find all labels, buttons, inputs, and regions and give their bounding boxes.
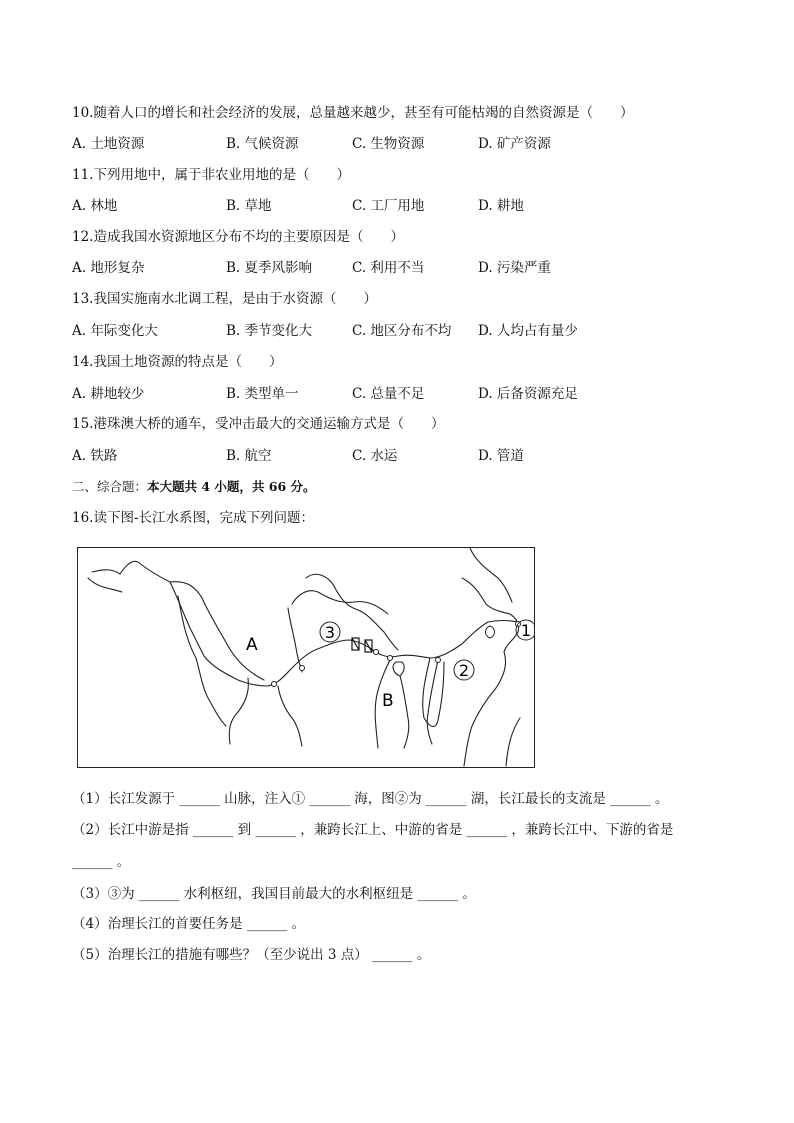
question-10-stem: 10.随着人口的增长和社会经济的发展，总量越来越少，甚至有可能枯竭的自然资源是（ ） <box>72 105 634 121</box>
q12-option-b: B. 夏季风影响 <box>226 260 313 276</box>
city-point-wuhan <box>388 656 393 661</box>
q15-option-d: D. 管道 <box>478 448 524 464</box>
city-point-yibin <box>272 682 277 687</box>
q11-option-c: C. 工厂用地 <box>352 198 425 214</box>
question-13-stem: 13.我国实施南水北调工程，是由于水资源（ ） <box>72 291 377 307</box>
q14-option-d: D. 后备资源充足 <box>478 386 578 402</box>
dongting-lake <box>393 662 404 676</box>
q10-option-b: B. 气候资源 <box>226 136 299 152</box>
map-label-2: 2 <box>458 661 470 680</box>
subquestion-1: （1）长江发源于 ______ 山脉，注入① ______ 海，图②为 ______ 湖，长江最长的支流是 ______ 。 <box>72 791 669 807</box>
tributary-yuan <box>400 676 409 748</box>
q10-option-c: C. 生物资源 <box>352 136 425 152</box>
q14-option-c: C. 总量不足 <box>352 386 425 402</box>
q12-option-c: C. 利用不当 <box>352 260 425 276</box>
q10-option-a: A. 土地资源 <box>72 136 145 152</box>
tributary-gan <box>427 660 438 744</box>
q12-option-a: A. 地形复杂 <box>72 260 145 276</box>
east-coast <box>462 578 519 766</box>
q11-option-a: A. 林地 <box>72 198 118 214</box>
tributary-min <box>229 678 248 744</box>
question-14-stem: 14.我国土地资源的特点是（ ） <box>72 354 283 370</box>
yellow-river-piece <box>88 578 122 592</box>
question-12-stem: 12.造成我国水资源地区分布不均的主要原因是（ ） <box>72 229 404 245</box>
q12-option-d: D. 污染严重 <box>478 260 551 276</box>
chongming-island <box>486 626 495 638</box>
subquestion-2-cont: ______ 。 <box>72 854 131 870</box>
q11-option-b: B. 草地 <box>226 198 272 214</box>
q15-option-c: C. 水运 <box>352 448 398 464</box>
map-label-b: B <box>382 691 394 711</box>
subquestion-2: （2）长江中游是指 ______ 到 ______ ，兼跨长江上、中游的省是 ______ ，兼跨长江中、下游的省是 <box>72 822 674 838</box>
q13-option-c: C. 地区分布不均 <box>352 323 452 339</box>
section-2-prefix: 二、综合题： <box>72 479 148 494</box>
question-15-stem: 15.港珠澳大桥的通车，受冲击最大的交通运输方式是（ ） <box>72 416 445 432</box>
question-11-stem: 11.下列用地中，属于非农业用地的是（ ） <box>72 167 350 183</box>
city-point-chongqing <box>300 666 305 671</box>
q15-option-b: B. 航空 <box>226 448 272 464</box>
tributary-jinsha <box>170 582 264 680</box>
huai-river <box>470 548 512 602</box>
tributary-jialing <box>288 608 302 672</box>
map-drawing <box>78 548 534 767</box>
city-point-hukou <box>436 658 441 663</box>
q13-option-b: B. 季节变化大 <box>226 323 313 339</box>
poyang-outline <box>423 658 444 727</box>
map-label-3: 3 <box>324 623 336 642</box>
question-16-intro: 16.读下图-长江水系图，完成下列问题： <box>72 510 315 526</box>
tributary-wu <box>278 686 302 746</box>
q11-option-d: D. 耕地 <box>478 198 524 214</box>
q15-option-a: A. 铁路 <box>72 448 118 464</box>
section-2-heading <box>72 478 316 496</box>
map-label-1: 1 <box>520 621 532 640</box>
subquestion-5: （5）治理长江的措施有哪些？（至少说出 3 点） ______ 。 <box>72 947 431 963</box>
city-point-yichang <box>374 650 379 655</box>
northern-ridge <box>292 591 388 614</box>
map-label-a: A <box>246 635 258 655</box>
q13-option-a: A. 年际变化大 <box>72 323 158 339</box>
subquestion-4: （4）治理长江的首要任务是 ______ 。 <box>72 916 306 932</box>
south-river <box>506 718 520 766</box>
q14-option-a: A. 耕地较少 <box>72 386 145 402</box>
yangtze-river-map <box>77 547 535 768</box>
subquestion-3: （3）③为 ______ 水利枢纽，我国目前最大的水利枢纽是 ______ 。 <box>72 886 476 902</box>
section-2-note: 本大题共 4 小题，共 66 分。 <box>147 479 316 494</box>
q13-option-d: D. 人均占有量少 <box>478 323 578 339</box>
q14-option-b: B. 类型单一 <box>226 386 299 402</box>
q10-option-d: D. 矿产资源 <box>478 136 551 152</box>
